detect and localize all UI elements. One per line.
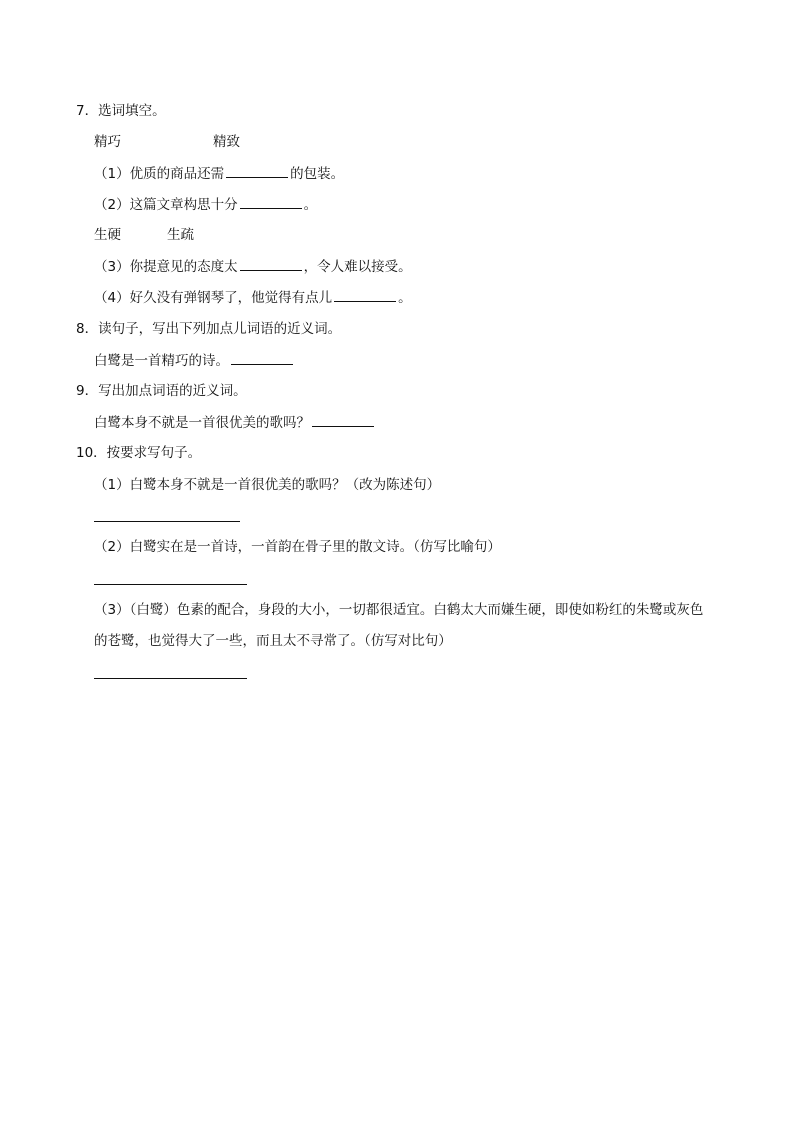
q7-word-option: 精巧	[94, 134, 121, 150]
q10-title: 10．按要求写句子。	[76, 445, 202, 461]
sentence-text: ，令人难以接受。	[303, 259, 412, 275]
q7-sentence-1	[94, 164, 344, 183]
sentence-text: 白鹭是一首精巧的诗。	[94, 353, 229, 369]
sentence-text: 。	[398, 290, 412, 306]
sentence-text: （4）好久没有弹钢琴了，他觉得有点儿	[94, 290, 333, 306]
q7-word-option: 生硬	[94, 227, 121, 243]
q7-sentence-2	[94, 195, 317, 214]
q8-sentence	[94, 351, 295, 370]
sentence-text: （2）这篇文章构思十分	[94, 197, 238, 213]
answer-line[interactable]	[94, 520, 240, 522]
q7-word-group-1	[94, 133, 240, 151]
fill-blank[interactable]	[312, 413, 374, 427]
fill-blank[interactable]	[240, 195, 302, 209]
q7-word-group-2	[94, 226, 194, 244]
fill-blank[interactable]	[226, 164, 288, 178]
fill-blank[interactable]	[231, 351, 293, 365]
q10-sentence-3-line-2: 的苍鹭，也觉得大了一些，而且太不寻常了。（仿写对比句）	[94, 633, 452, 649]
sentence-text: 白鹭本身不就是一首很优美的歌吗？	[94, 415, 310, 431]
q7-title: 7．选词填空。	[76, 103, 166, 119]
sentence-text: 的包装。	[290, 166, 345, 182]
answer-line[interactable]	[94, 583, 247, 585]
sentence-text: （3）你提意见的态度太	[94, 259, 238, 275]
q9-title: 9．写出加点词语的近义词。	[76, 383, 247, 399]
q10-sentence-2: （2）白鹭实在是一首诗，一首韵在骨子里的散文诗。（仿写比喻句）	[94, 539, 501, 555]
q7-sentence-3	[94, 257, 412, 276]
answer-line[interactable]	[94, 677, 247, 679]
fill-blank[interactable]	[240, 257, 302, 271]
fill-blank[interactable]	[334, 288, 396, 302]
q7-word-option: 精致	[213, 134, 240, 150]
sentence-text: （1）优质的商品还需	[94, 166, 225, 182]
sentence-text: 。	[303, 197, 318, 213]
q10-sentence-1: （1）白鹭本身不就是一首很优美的歌吗？（改为陈述句）	[94, 477, 441, 493]
q7-word-option: 生疏	[167, 227, 194, 243]
q9-sentence	[94, 413, 376, 432]
q10-sentence-3-line-1: （3）（白鹭）色素的配合，身段的大小，一切都很适宜。白鹤太大而嫌生硬，即使如粉红的朱鹭或灰色	[94, 602, 704, 618]
q7-sentence-4	[94, 288, 412, 307]
q8-title: 8．读句子，写出下列加点儿词语的近义词。	[76, 321, 342, 337]
